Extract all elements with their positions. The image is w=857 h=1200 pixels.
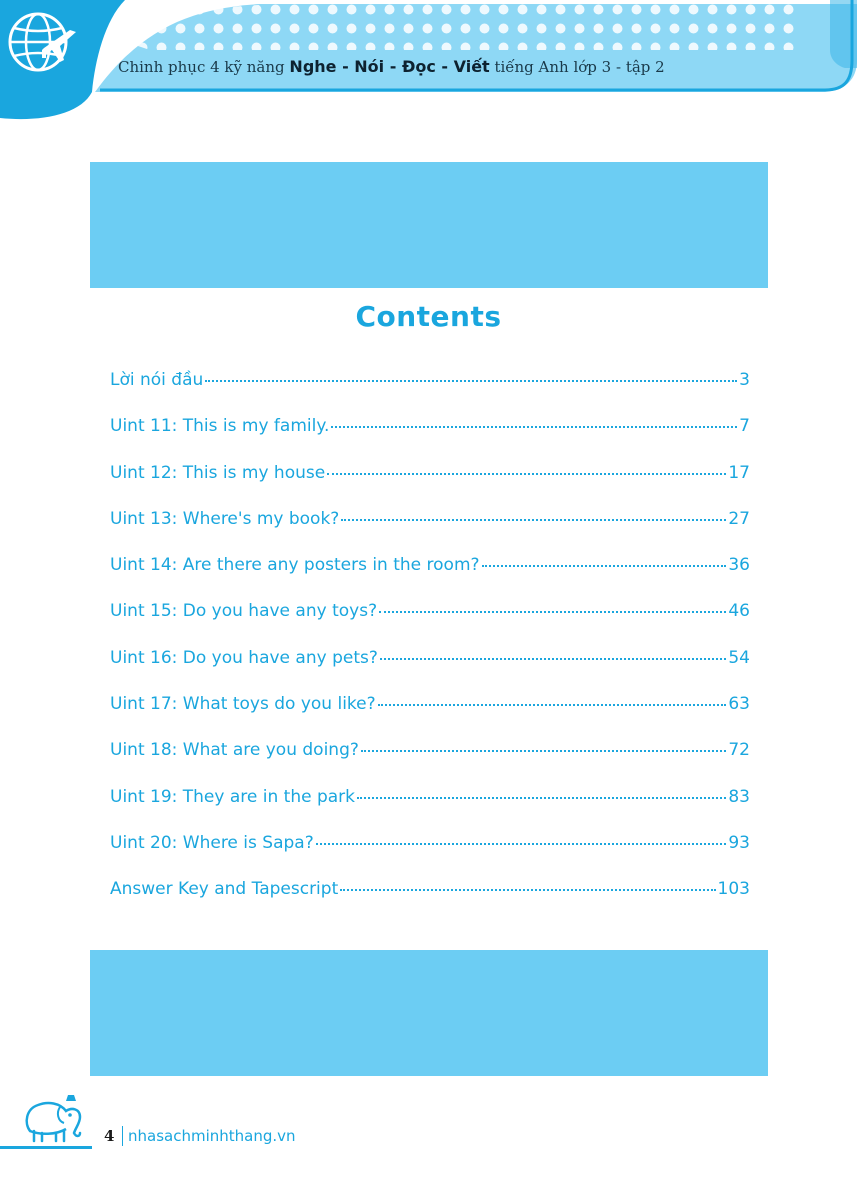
toc-item-page: 46	[728, 601, 750, 622]
toc-item-page: 63	[728, 694, 750, 715]
top-banner	[90, 162, 768, 288]
toc-item-page: 54	[728, 647, 750, 668]
contents-title: Contents	[355, 300, 502, 333]
toc-item[interactable]	[110, 370, 750, 416]
toc-leader-dots	[357, 797, 726, 799]
toc-item-label: Lời nói đầu	[110, 370, 204, 390]
toc-leader-dots	[341, 519, 726, 521]
toc-item-page: 72	[728, 740, 750, 761]
toc-item-label: Uint 20: Where is Sapa?	[110, 832, 314, 853]
toc-item[interactable]	[110, 416, 750, 462]
toc-leader-dots	[482, 565, 727, 567]
toc-item[interactable]	[110, 555, 750, 601]
toc-leader-dots	[380, 658, 726, 660]
toc-item-page: 27	[728, 508, 750, 529]
toc-item-label: Uint 19: They are in the park	[110, 786, 355, 807]
toc-item-label: Answer Key and Tapescript	[110, 879, 339, 900]
header-title-suffix: tiếng Anh lớp 3 - tập 2	[494, 58, 665, 76]
toc-leader-dots	[327, 473, 726, 475]
header-title	[118, 57, 665, 76]
toc-item-label: Uint 15: Do you have any toys?	[110, 601, 378, 622]
footer-separator	[122, 1126, 123, 1146]
toc-item[interactable]	[110, 694, 750, 740]
toc-leader-dots	[331, 426, 737, 428]
toc-item-page: 7	[739, 416, 750, 437]
globe-airplane-icon	[0, 0, 80, 80]
table-of-contents	[110, 370, 750, 926]
toc-item-label: Uint 12: This is my house	[110, 462, 326, 483]
toc-item-label: Uint 16: Do you have any pets?	[110, 647, 378, 668]
toc-item-label: Uint 14: Are there any posters in the room?	[110, 555, 480, 576]
toc-item[interactable]	[110, 509, 750, 555]
toc-item[interactable]	[110, 601, 750, 647]
toc-item[interactable]	[110, 740, 750, 786]
header-title-skills: Nghe - Nói - Đọc - Viết	[289, 57, 490, 76]
toc-item[interactable]	[110, 833, 750, 879]
toc-item-page: 83	[728, 786, 750, 807]
toc-leader-dots	[378, 704, 727, 706]
toc-item-label: Uint 17: What toys do you like?	[110, 694, 376, 715]
toc-item[interactable]	[110, 787, 750, 833]
toc-leader-dots	[379, 611, 726, 613]
toc-item-page: 93	[728, 832, 750, 853]
toc-item-label: Uint 13: Where's my book?	[110, 508, 340, 529]
toc-item-label: Uint 18: What are you doing?	[110, 740, 359, 761]
toc-leader-dots	[361, 750, 726, 752]
toc-item-page: 103	[717, 879, 750, 900]
toc-item-page: 3	[739, 370, 750, 390]
page-number: 4	[104, 1127, 115, 1145]
toc-item-page: 36	[728, 555, 750, 576]
header-title-prefix: Chinh phục 4 kỹ năng	[118, 58, 285, 76]
footer-accent-line	[0, 1146, 92, 1149]
toc-item[interactable]	[110, 648, 750, 694]
elephant-icon	[20, 1093, 88, 1145]
toc-leader-dots	[340, 889, 715, 891]
page-header	[0, 0, 857, 125]
toc-leader-dots	[316, 843, 727, 845]
toc-leader-dots	[205, 380, 737, 382]
toc-item[interactable]	[110, 463, 750, 509]
toc-item-page: 17	[728, 462, 750, 483]
website-link[interactable]: nhasachminhthang.vn	[128, 1127, 296, 1145]
toc-item-label: Uint 11: This is my family.	[110, 416, 330, 437]
bottom-banner	[90, 950, 768, 1076]
toc-item[interactable]	[110, 879, 750, 925]
